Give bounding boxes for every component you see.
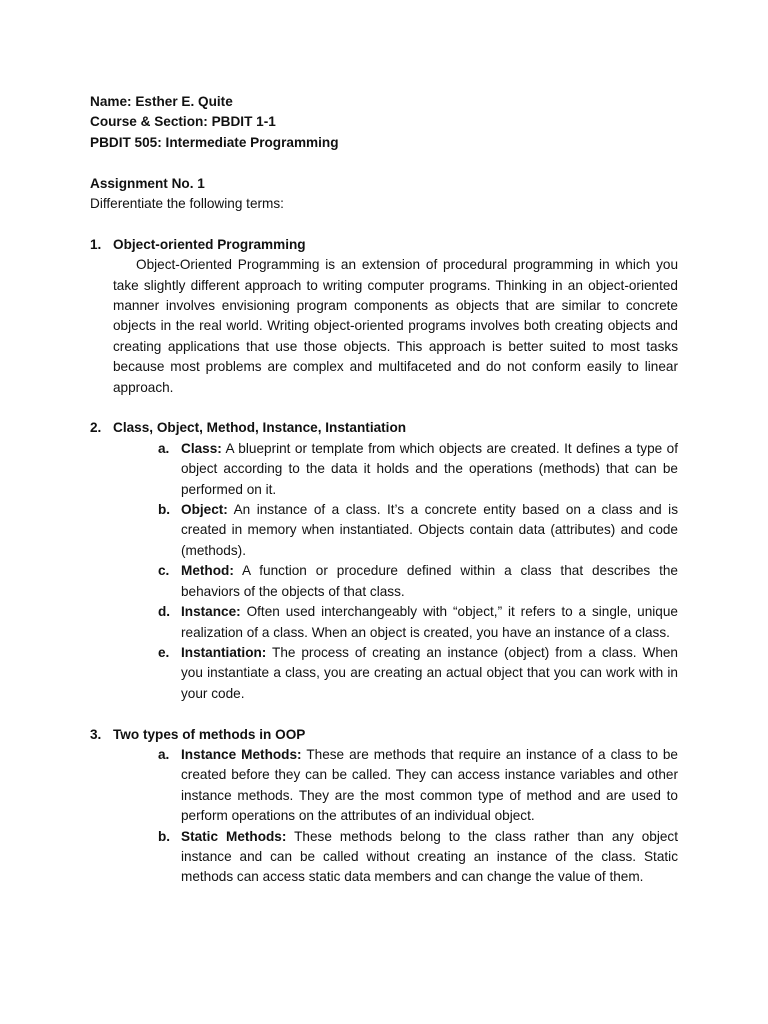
list-item-static-methods xyxy=(158,827,678,888)
section-heading-text: Object-oriented Programming xyxy=(113,236,306,252)
student-name: Name: Esther E. Quite xyxy=(90,94,233,109)
spacer xyxy=(90,398,678,418)
list-letter: b. xyxy=(158,828,171,844)
term-definition: A function or procedure defined within a class that describes the behaviors of the objects of that class. xyxy=(181,563,678,599)
term-label: Instantiation: xyxy=(181,644,267,660)
list-letter: b. xyxy=(158,502,171,518)
section-1-heading xyxy=(90,235,678,255)
course-section: Course & Section: PBDIT 1-1 xyxy=(90,114,276,130)
section-3-heading xyxy=(90,725,678,745)
list-letter: d. xyxy=(158,604,171,620)
list-item-instance xyxy=(158,602,678,643)
assignment-instruction: Differentiate the following terms: xyxy=(90,196,284,212)
list-letter: a. xyxy=(158,440,170,456)
section-number: 3. xyxy=(90,726,102,742)
list-letter: c. xyxy=(158,563,170,579)
spacer xyxy=(90,214,678,234)
assignment-title: Assignment No. 1 xyxy=(90,175,205,191)
list-letter: a. xyxy=(158,746,170,762)
term-definition: A blueprint or template from which objects are created. It defines a type of object according to the data it holds and the operations (methods) that can be performed on it. xyxy=(181,440,678,497)
term-label: Static Methods: xyxy=(181,828,287,844)
list-item-class xyxy=(158,439,678,500)
list-letter: e. xyxy=(158,644,170,660)
spacer xyxy=(90,153,678,173)
list-item-object xyxy=(158,500,678,561)
list-item-instance-methods xyxy=(158,745,678,827)
section-1-paragraph: Object-Oriented Programming is an extension of procedural programming in which you take slightly different approach to writing computer programs. Thinking in an object-oriented manner involves envisioning program components as objects that are similar to concrete objects in the real world. Writing object-oriented programs involves both creating objects and creating applications that use those objects. This approach is better suited to most tasks because most problems are complex and multifaceted and do not conform easily to linear approach. xyxy=(113,257,678,395)
subject-title: PBDIT 505: Intermediate Programming xyxy=(90,134,339,150)
list-item-instantiation xyxy=(158,643,678,704)
term-definition: An instance of a class. It’s a concrete entity based on a class and is created in memory when instantiated. Objects contain data (attributes) and code (methods). xyxy=(181,502,678,558)
term-label: Instance: xyxy=(181,604,241,620)
section-number: 1. xyxy=(90,236,102,252)
document-page xyxy=(90,92,678,888)
section-number: 2. xyxy=(90,420,102,436)
spacer xyxy=(90,704,678,724)
section-2-list xyxy=(158,439,678,704)
term-label: Class: xyxy=(181,440,222,456)
section-2-heading xyxy=(90,418,678,438)
term-definition: Often used interchangeably with “object,” it refers to a single, unique realization of a class. When an object is created, you have an instance of a class. xyxy=(181,604,678,640)
section-3-list xyxy=(158,745,678,888)
term-label: Method: xyxy=(181,563,234,579)
term-definition: The process of creating an instance (object) from a class. When you instantiate a class, you are creating an actual object that you can work with in your code. xyxy=(181,644,678,701)
section-heading-text: Class, Object, Method, Instance, Instantiation xyxy=(113,420,407,436)
term-label: Instance Methods: xyxy=(181,746,302,762)
term-label: Object: xyxy=(181,502,228,518)
list-item-method xyxy=(158,561,678,602)
term-definition: These are methods that require an instance of a class to be created before they can be called. They can access instance variables and other instance methods. They are the most common type of method and are used to perform operations on the attributes of an individual object. xyxy=(181,746,678,824)
term-definition: These methods belong to the class rather than any object instance and can be called without creating an instance of the class. Static methods can access static data members and can change the value of them. xyxy=(181,828,678,885)
section-heading-text: Two types of methods in OOP xyxy=(113,726,306,742)
